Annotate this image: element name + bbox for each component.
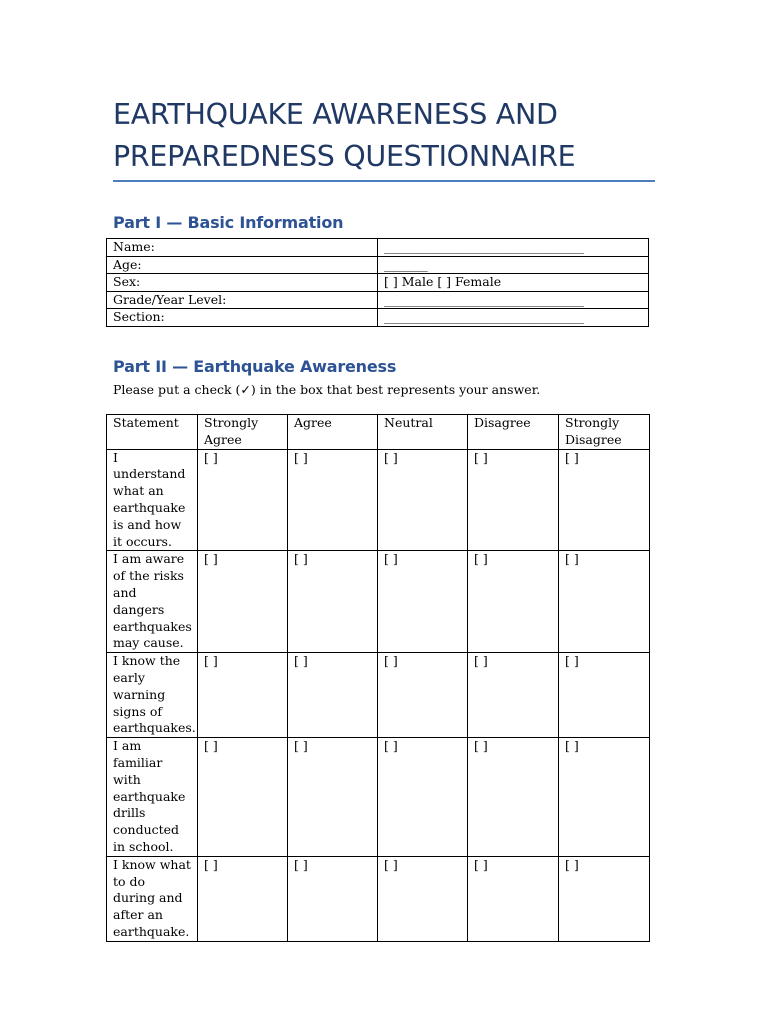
neutral-checkbox[interactable]: [ ] bbox=[378, 738, 468, 857]
table-row bbox=[107, 309, 649, 327]
table-row bbox=[107, 738, 650, 857]
statement-text: I understand what an earthquake is and how it occurs. bbox=[107, 449, 198, 551]
neutral-checkbox[interactable]: [ ] bbox=[378, 449, 468, 551]
name-label: Name: bbox=[107, 239, 378, 257]
basic-info-table bbox=[106, 238, 649, 327]
header-strongly-disagree: Strongly Disagree bbox=[559, 415, 650, 450]
grade-label: Grade/Year Level: bbox=[107, 291, 378, 309]
strongly-disagree-checkbox[interactable]: [ ] bbox=[559, 551, 650, 653]
neutral-checkbox[interactable]: [ ] bbox=[378, 856, 468, 941]
age-label: Age: bbox=[107, 256, 378, 274]
statement-text: I am aware of the risks and dangers earthquakes may cause. bbox=[107, 551, 198, 653]
table-row bbox=[107, 856, 650, 941]
agree-checkbox[interactable]: [ ] bbox=[288, 738, 378, 857]
table-row bbox=[107, 274, 649, 292]
neutral-checkbox[interactable]: [ ] bbox=[378, 551, 468, 653]
strongly-agree-checkbox[interactable]: [ ] bbox=[198, 551, 288, 653]
instructions-text: Please put a check (✓) in the box that best represents your answer. bbox=[113, 382, 541, 397]
disagree-checkbox[interactable]: [ ] bbox=[468, 653, 559, 738]
name-field[interactable]: ________________________________ bbox=[378, 239, 649, 257]
table-row bbox=[107, 449, 650, 551]
section-field[interactable]: ________________________________ bbox=[378, 309, 649, 327]
awareness-table bbox=[106, 414, 650, 942]
title-line-2: PREPAREDNESS QUESTIONNAIRE bbox=[113, 140, 576, 173]
part2-heading: Part II — Earthquake Awareness bbox=[113, 357, 397, 376]
neutral-checkbox[interactable]: [ ] bbox=[378, 653, 468, 738]
agree-checkbox[interactable]: [ ] bbox=[288, 449, 378, 551]
agree-checkbox[interactable]: [ ] bbox=[288, 856, 378, 941]
section-label: Section: bbox=[107, 309, 378, 327]
title-underline bbox=[113, 180, 655, 182]
table-row bbox=[107, 653, 650, 738]
strongly-disagree-checkbox[interactable]: [ ] bbox=[559, 653, 650, 738]
disagree-checkbox[interactable]: [ ] bbox=[468, 738, 559, 857]
header-disagree: Disagree bbox=[468, 415, 559, 450]
age-field[interactable]: _______ bbox=[378, 256, 649, 274]
part1-heading: Part I — Basic Information bbox=[113, 213, 344, 232]
sex-options[interactable]: [ ] Male [ ] Female bbox=[378, 274, 649, 292]
table-header-row bbox=[107, 415, 650, 450]
table-row bbox=[107, 239, 649, 257]
strongly-disagree-checkbox[interactable]: [ ] bbox=[559, 738, 650, 857]
strongly-agree-checkbox[interactable]: [ ] bbox=[198, 653, 288, 738]
strongly-agree-checkbox[interactable]: [ ] bbox=[198, 738, 288, 857]
disagree-checkbox[interactable]: [ ] bbox=[468, 856, 559, 941]
disagree-checkbox[interactable]: [ ] bbox=[468, 449, 559, 551]
header-strongly-agree: Strongly Agree bbox=[198, 415, 288, 450]
grade-field[interactable]: ________________________________ bbox=[378, 291, 649, 309]
agree-checkbox[interactable]: [ ] bbox=[288, 551, 378, 653]
table-row bbox=[107, 551, 650, 653]
statement-text: I know the early warning signs of earthquakes. bbox=[107, 653, 198, 738]
table-row bbox=[107, 291, 649, 309]
strongly-disagree-checkbox[interactable]: [ ] bbox=[559, 856, 650, 941]
table-row bbox=[107, 256, 649, 274]
disagree-checkbox[interactable]: [ ] bbox=[468, 551, 559, 653]
title-line-1: EARTHQUAKE AWARENESS AND bbox=[113, 98, 558, 131]
agree-checkbox[interactable]: [ ] bbox=[288, 653, 378, 738]
sex-label: Sex: bbox=[107, 274, 378, 292]
header-neutral: Neutral bbox=[378, 415, 468, 450]
header-statement: Statement bbox=[107, 415, 198, 450]
statement-text: I am familiar with earthquake drills conducted in school. bbox=[107, 738, 198, 857]
document-title bbox=[113, 94, 673, 178]
statement-text: I know what to do during and after an earthquake. bbox=[107, 856, 198, 941]
strongly-agree-checkbox[interactable]: [ ] bbox=[198, 449, 288, 551]
strongly-disagree-checkbox[interactable]: [ ] bbox=[559, 449, 650, 551]
strongly-agree-checkbox[interactable]: [ ] bbox=[198, 856, 288, 941]
header-agree: Agree bbox=[288, 415, 378, 450]
